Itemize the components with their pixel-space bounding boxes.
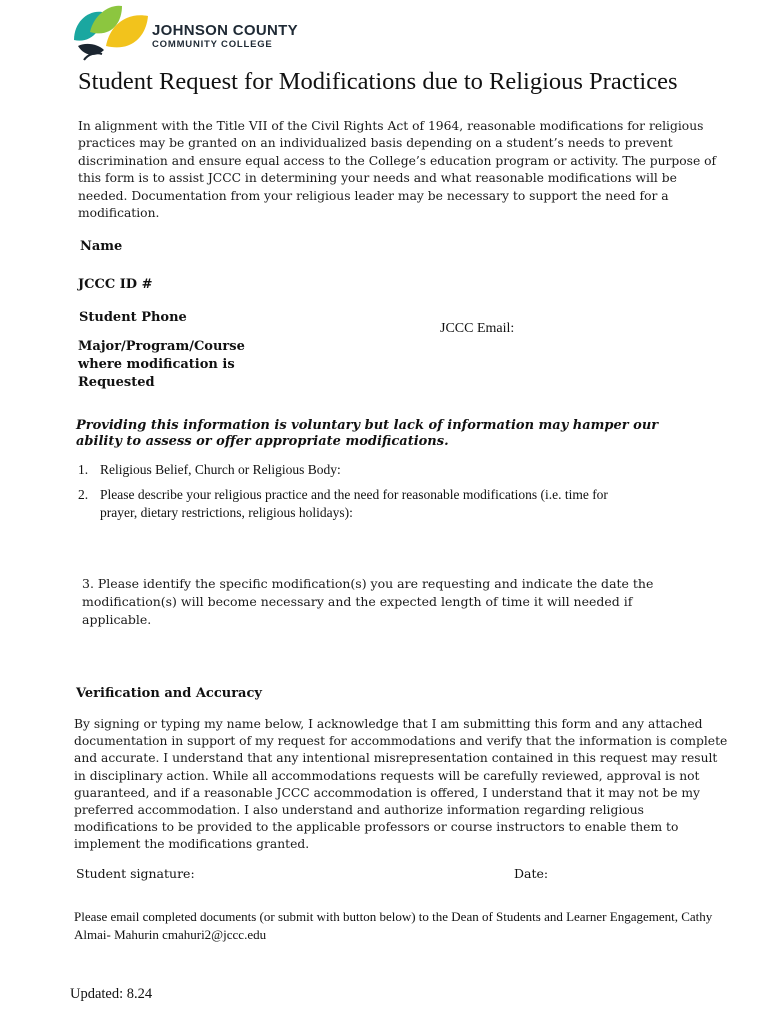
question-1-text: Religious Belief, Church or Religious Body: xyxy=(100,462,341,477)
verification-title: Verification and Accuracy xyxy=(76,686,262,701)
question-2-number: 2. xyxy=(78,487,89,502)
jccc-id-label: JCCC ID # xyxy=(78,277,153,292)
date-label: Date: xyxy=(514,866,549,881)
logo-line2: COMMUNITY COLLEGE xyxy=(152,39,273,50)
student-signature-label: Student signature: xyxy=(76,866,195,881)
major-program-label: Major/Program/Course where modification is Requested xyxy=(78,339,245,390)
college-logo xyxy=(70,2,320,64)
question-1-number: 1. xyxy=(78,462,89,477)
verification-body: By signing or typing my name below, I acknowledge that I am submitting this form and any attached documentation in support of my request for accommodations and verify that the information is complete and accurate. I understand that any intentional misrepresentation contained in this request may result in disciplinary action. While all accommodations requests will be carefully reviewed, approval is not guaranteed, and if a reasonable JCCC accommodation is offered, I understand that it may not be my preferred accommodation. I also understand and authorize information regarding religious modifications to be provided to the applicable professors or course instructors to enable them to implement the modifications granted. xyxy=(74,717,728,852)
voluntary-notice: Providing this information is voluntary but lack of information may hamper our ability to assess or offer appropriate modifications. xyxy=(76,418,659,449)
page-title: Student Request for Modifications due to Religious Practices xyxy=(78,68,678,95)
logo-line1: JOHNSON COUNTY xyxy=(152,22,298,39)
question-2 xyxy=(78,486,678,526)
question-1 xyxy=(78,461,678,481)
jccc-email-label: JCCC Email: xyxy=(440,321,515,336)
intro-paragraph: In alignment with the Title VII of the Civil Rights Act of 1964, reasonable modifications for religious practices may be granted on an individualized basis depending on a student’s needs to prevent discrimination and ensure equal access to the College’s education program or activity. The purpose of this form is to assist JCCC in determining your needs and what reasonable modifications will be needed. Documentation from your religious leader may be necessary to support the need for a modification. xyxy=(78,119,717,221)
student-phone-label: Student Phone xyxy=(79,310,187,325)
question-3-text: 3. Please identify the specific modification(s) you are requesting and indicate the date the modification(s) will become necessary and the expected length of time it will needed if applicable. xyxy=(82,576,654,627)
updated-date: Updated: 8.24 xyxy=(70,986,153,1002)
email-instructions: Please email completed documents (or submit with button below) to the Dean of Students and Learner Engagement, Cathy Almai- Mahurin cmahuri2@jccc.edu xyxy=(74,909,713,942)
name-label: Name xyxy=(80,239,123,254)
question-2-text: Please describe your religious practice and the need for reasonable modifications (i.e. time for prayer, dietary restrictions, religious holidays): xyxy=(100,487,608,520)
leaf-logo-icon xyxy=(70,2,156,64)
